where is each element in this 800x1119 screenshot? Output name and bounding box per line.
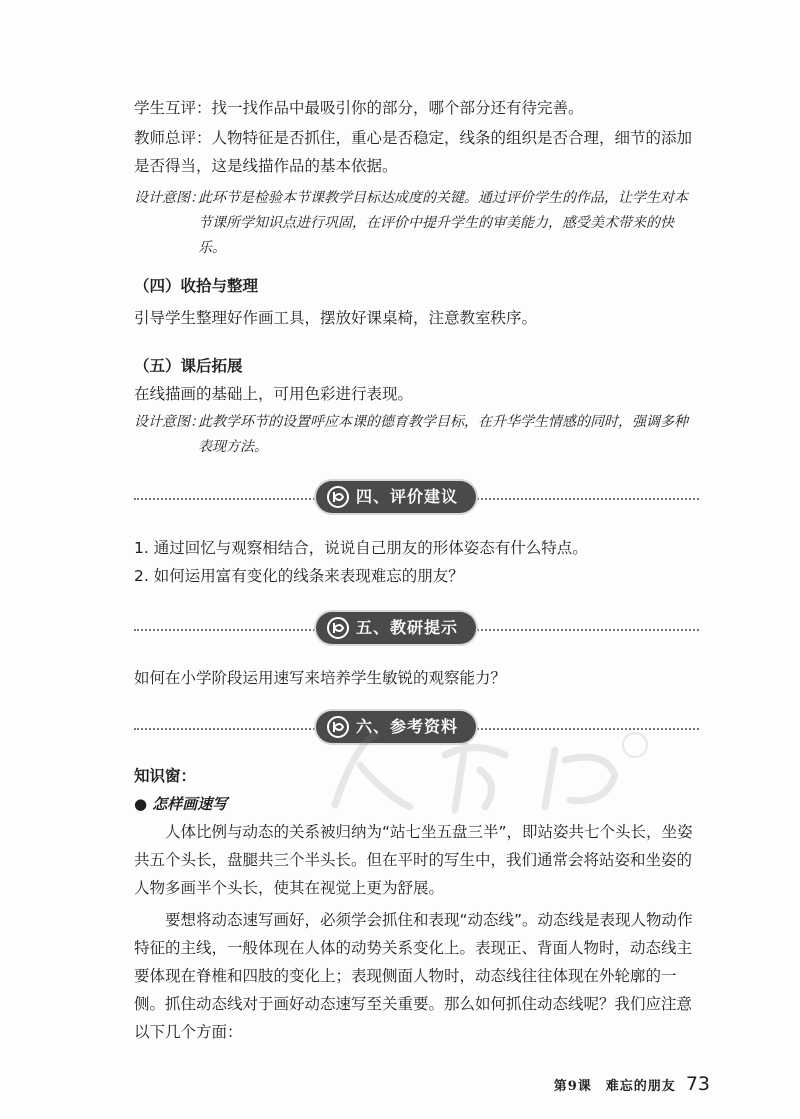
research-block xyxy=(134,664,699,692)
part4-block xyxy=(134,272,699,332)
design-intent-text: 此教学环节的设置呼应本课的德育教学目标，在升华学生情感的同时，强调多种表现方法。 xyxy=(198,414,688,455)
section-pill xyxy=(316,481,476,513)
section-pill xyxy=(316,612,476,644)
part4-heading: （四）收拾与整理 xyxy=(134,277,259,295)
part5-block xyxy=(134,352,699,460)
section-emblem-icon xyxy=(326,616,350,640)
knowledge-window-label: 知识窗： xyxy=(134,767,197,785)
part5-heading: （五）课后拓展 xyxy=(134,357,243,375)
list-item: 2. 如何运用富有变化的线条来表现难忘的朋友？ xyxy=(134,567,464,585)
section-title: 六、参考资料 xyxy=(356,717,459,736)
design-intent-2 xyxy=(134,410,699,460)
peer-review-text: 学生互评：找一找作品中最吸引你的部分，哪个部分还有待完善。 xyxy=(134,99,584,117)
design-intent-text: 此环节是检验本节课教学目标达成度的关键。通过评价学生的作品，让学生对本节课所学知识点进行巩固，在评价中提升学生的审美能力，感受美术带来的快乐。 xyxy=(198,190,688,256)
page-number: 73 xyxy=(685,1073,710,1095)
section-emblem-icon xyxy=(326,485,350,509)
research-text: 如何在小学阶段运用速写来培养学生敏锐的观察能力？ xyxy=(134,669,507,687)
section-title: 五、教研提示 xyxy=(356,618,459,637)
list-item: 1. 通过回忆与观察相结合，说说自己朋友的形体姿态有什么特点。 xyxy=(134,539,588,557)
section-title: 四、评价建议 xyxy=(356,487,459,506)
reference-paragraph: 人体比例与动态的关系被归纳为“站七坐五盘三半”，即站姿共七个头长，坐姿共五个头长，盘腿共三个半头长。但在平时的写生中，我们通常会将站姿和坐姿的人物多画半个头长，使其在视觉上更为舒展。 xyxy=(134,823,693,897)
section-header-evaluation xyxy=(134,481,699,515)
lesson-title: 第9课 难忘的朋友 xyxy=(553,1079,676,1094)
evaluation-list xyxy=(134,534,699,590)
bullet-title: ● 怎样画速写 xyxy=(134,795,228,813)
reference-block xyxy=(134,762,699,1046)
part4-text: 引导学生整理好作画工具，摆放好课桌椅，注意教室秩序。 xyxy=(134,309,538,327)
teacher-review-text: 教师总评：人物特征是否抓住，重心是否稳定，线条的组织是否合理，细节的添加是否得当，这是线描作品的基本依据。 xyxy=(134,129,693,175)
design-intent-label: 设计意图： xyxy=(134,414,204,430)
reference-paragraph: 要想将动态速写画好，必须学会抓住和表现“动态线”。动态线是表现人物动作特征的主线，一般体现在人体的动势关系变化上。表现正、背面人物时，动态线主要体现在脊椎和四肢的变化上；表现侧面人物时，动态线往往体现在外轮廓的一侧。抓住动态线对于画好动态速写至关重要。那么如何抓住动态线呢？我们应注意以下几个方面： xyxy=(134,911,693,1041)
part5-text: 在线描画的基础上，可用色彩进行表现。 xyxy=(134,385,414,403)
design-intent-label: 设计意图： xyxy=(134,190,204,206)
page-footer xyxy=(554,1073,710,1101)
section-header-research xyxy=(134,612,699,646)
review-block xyxy=(134,94,699,261)
design-intent-1 xyxy=(134,186,699,261)
